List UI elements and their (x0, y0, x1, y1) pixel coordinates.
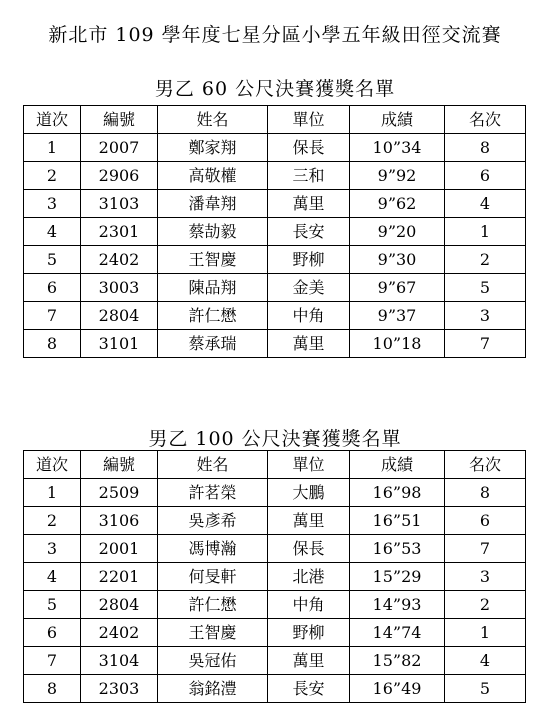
cell-number: 2906 (81, 162, 158, 190)
cell-unit: 三和 (268, 162, 350, 190)
cell-result: 14”74 (350, 619, 445, 647)
cell-lane: 1 (24, 134, 81, 162)
cell-lane: 8 (24, 675, 81, 703)
cell-rank: 1 (445, 619, 526, 647)
cell-rank: 6 (445, 162, 526, 190)
cell-result: 14”93 (350, 591, 445, 619)
header-rank: 名次 (445, 451, 526, 479)
table-row (24, 619, 526, 647)
table-row (24, 190, 526, 218)
cell-name: 蔡承瑞 (158, 330, 268, 358)
cell-result: 9”30 (350, 246, 445, 274)
header-number: 編號 (81, 451, 158, 479)
table-row (24, 218, 526, 246)
cell-unit: 北港 (268, 563, 350, 591)
cell-result: 16”51 (350, 507, 445, 535)
table-row (24, 479, 526, 507)
cell-lane: 5 (24, 591, 81, 619)
cell-lane: 8 (24, 330, 81, 358)
table-row (24, 563, 526, 591)
table-row (24, 591, 526, 619)
cell-name: 吳冠佑 (158, 647, 268, 675)
cell-number: 3104 (81, 647, 158, 675)
table-row (24, 647, 526, 675)
cell-unit: 萬里 (268, 507, 350, 535)
table-row (24, 162, 526, 190)
cell-lane: 7 (24, 647, 81, 675)
cell-name: 許仁懋 (158, 302, 268, 330)
table-row (24, 302, 526, 330)
cell-lane: 5 (24, 246, 81, 274)
cell-lane: 3 (24, 535, 81, 563)
table-row (24, 675, 526, 703)
header-unit: 單位 (268, 451, 350, 479)
cell-number: 3101 (81, 330, 158, 358)
table-row (24, 134, 526, 162)
table-header-row (24, 451, 526, 479)
table-row (24, 535, 526, 563)
cell-unit: 保長 (268, 134, 350, 162)
header-name: 姓名 (158, 106, 268, 134)
cell-result: 10”34 (350, 134, 445, 162)
cell-name: 許仁懋 (158, 591, 268, 619)
cell-rank: 5 (445, 274, 526, 302)
cell-number: 2804 (81, 591, 158, 619)
cell-result: 16”98 (350, 479, 445, 507)
cell-lane: 4 (24, 563, 81, 591)
cell-rank: 4 (445, 190, 526, 218)
cell-result: 16”53 (350, 535, 445, 563)
cell-result: 9”37 (350, 302, 445, 330)
cell-unit: 野柳 (268, 246, 350, 274)
cell-lane: 1 (24, 479, 81, 507)
table-header-row (24, 106, 526, 134)
cell-name: 許茗榮 (158, 479, 268, 507)
cell-unit: 中角 (268, 591, 350, 619)
header-number: 編號 (81, 106, 158, 134)
cell-number: 2007 (81, 134, 158, 162)
table-row (24, 246, 526, 274)
cell-unit: 中角 (268, 302, 350, 330)
cell-unit: 野柳 (268, 619, 350, 647)
cell-number: 2301 (81, 218, 158, 246)
table-body (24, 479, 526, 703)
cell-number: 2001 (81, 535, 158, 563)
cell-rank: 3 (445, 563, 526, 591)
table-row (24, 330, 526, 358)
table-title-60m: 男乙 60 公尺決賽獲獎名單 (154, 78, 396, 100)
cell-unit: 萬里 (268, 330, 350, 358)
cell-name: 何旻軒 (158, 563, 268, 591)
cell-rank: 7 (445, 535, 526, 563)
cell-rank: 6 (445, 507, 526, 535)
cell-result: 9”20 (350, 218, 445, 246)
cell-result: 10”18 (350, 330, 445, 358)
cell-unit: 萬里 (268, 647, 350, 675)
cell-unit: 萬里 (268, 190, 350, 218)
cell-result: 9”67 (350, 274, 445, 302)
cell-result: 16”49 (350, 675, 445, 703)
cell-number: 2804 (81, 302, 158, 330)
table-row (24, 507, 526, 535)
cell-lane: 4 (24, 218, 81, 246)
header-lane: 道次 (24, 106, 81, 134)
cell-number: 2402 (81, 246, 158, 274)
cell-number: 2509 (81, 479, 158, 507)
header-rank: 名次 (445, 106, 526, 134)
cell-number: 2201 (81, 563, 158, 591)
table-row (24, 274, 526, 302)
cell-rank: 2 (445, 246, 526, 274)
cell-rank: 7 (445, 330, 526, 358)
cell-name: 鄭家翔 (158, 134, 268, 162)
cell-result: 9”92 (350, 162, 445, 190)
cell-number: 3003 (81, 274, 158, 302)
cell-number: 2402 (81, 619, 158, 647)
cell-rank: 4 (445, 647, 526, 675)
results-table-100m (23, 450, 526, 703)
cell-result: 9”62 (350, 190, 445, 218)
header-result: 成績 (350, 106, 445, 134)
cell-lane: 6 (24, 274, 81, 302)
header-name: 姓名 (158, 451, 268, 479)
cell-name: 高敬權 (158, 162, 268, 190)
header-result: 成績 (350, 451, 445, 479)
cell-name: 吳彥希 (158, 507, 268, 535)
cell-rank: 5 (445, 675, 526, 703)
cell-name: 陳品翔 (158, 274, 268, 302)
cell-unit: 保長 (268, 535, 350, 563)
cell-name: 蔡劼毅 (158, 218, 268, 246)
cell-name: 馮博瀚 (158, 535, 268, 563)
cell-number: 3103 (81, 190, 158, 218)
cell-unit: 大鵬 (268, 479, 350, 507)
cell-result: 15”82 (350, 647, 445, 675)
cell-rank: 8 (445, 479, 526, 507)
cell-result: 15”29 (350, 563, 445, 591)
cell-unit: 金美 (268, 274, 350, 302)
cell-rank: 2 (445, 591, 526, 619)
cell-lane: 2 (24, 162, 81, 190)
cell-number: 3106 (81, 507, 158, 535)
results-table-60m (23, 105, 526, 358)
cell-name: 王智慶 (158, 619, 268, 647)
cell-rank: 1 (445, 218, 526, 246)
cell-name: 翁銘澧 (158, 675, 268, 703)
header-unit: 單位 (268, 106, 350, 134)
cell-name: 王智慶 (158, 246, 268, 274)
cell-rank: 3 (445, 302, 526, 330)
header-lane: 道次 (24, 451, 81, 479)
cell-unit: 長安 (268, 218, 350, 246)
cell-number: 2303 (81, 675, 158, 703)
cell-name: 潘韋翔 (158, 190, 268, 218)
cell-lane: 7 (24, 302, 81, 330)
cell-lane: 6 (24, 619, 81, 647)
table-title-100m: 男乙 100 公尺決賽獲獎名單 (148, 428, 402, 450)
cell-unit: 長安 (268, 675, 350, 703)
cell-lane: 2 (24, 507, 81, 535)
cell-rank: 8 (445, 134, 526, 162)
cell-lane: 3 (24, 190, 81, 218)
page-title: 新北市 109 學年度七星分區小學五年級田徑交流賽 (48, 24, 502, 46)
table-body (24, 134, 526, 358)
